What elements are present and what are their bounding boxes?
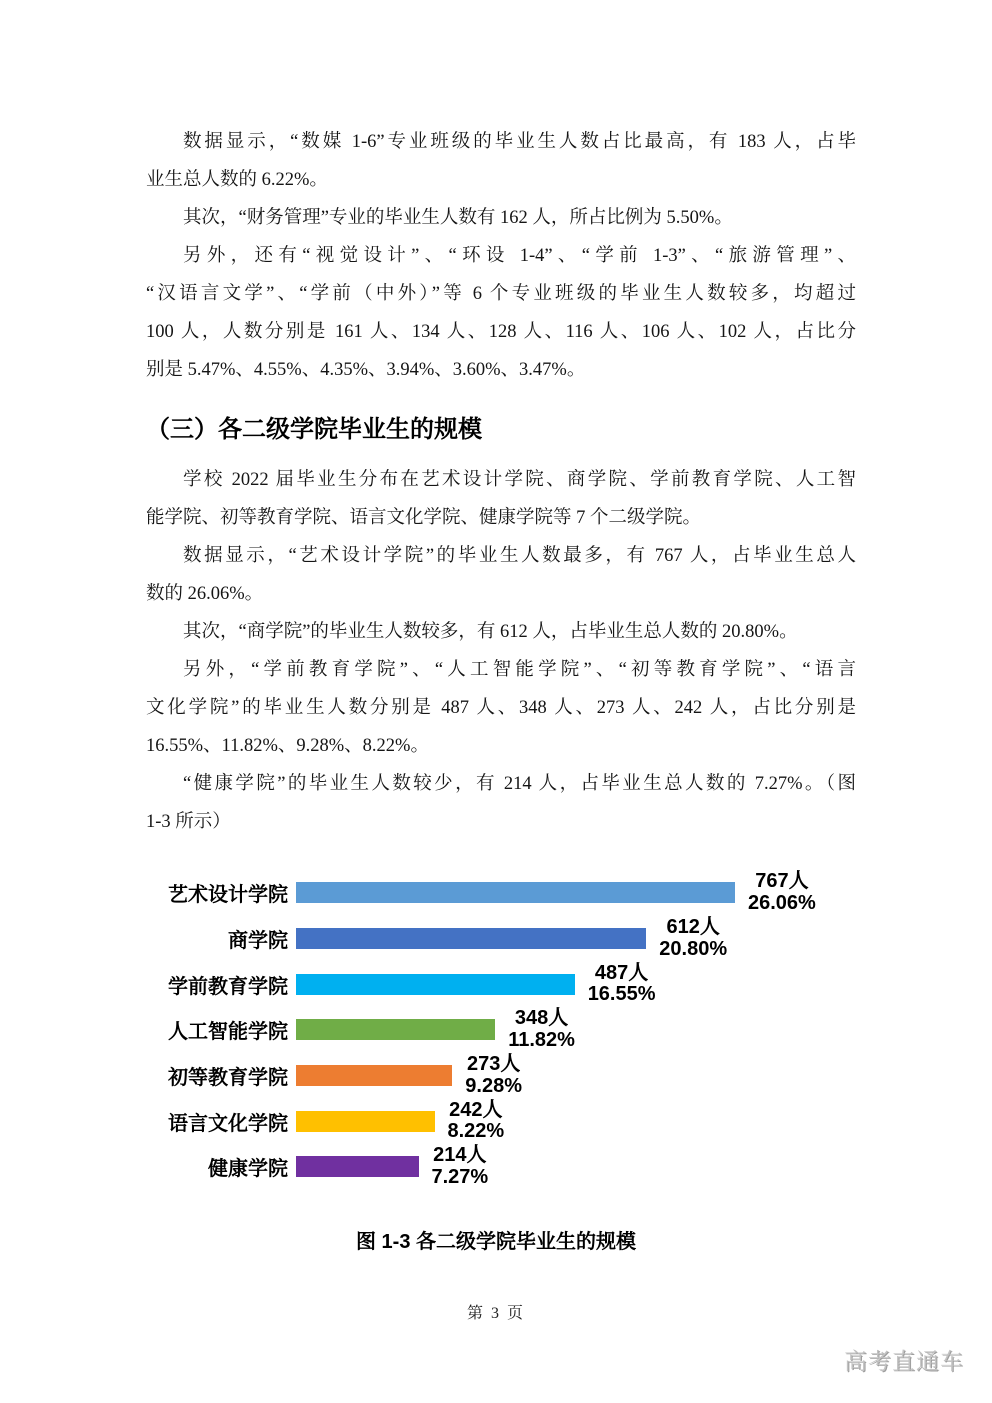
chart-category-label: 初等教育学院 [168,1067,288,1090]
chart-row [0,916,992,962]
chart-value-percent: 8.22% [447,1120,505,1143]
chart-bar [296,1065,452,1086]
chart-value-label [432,1145,489,1188]
chart-category-label: 健康学院 [208,1158,288,1181]
text-line: 另外，“学前教育学院”、“人工智能学院”、“初等教育学院”、“语言 [183,660,856,680]
chart-bar [296,1156,419,1177]
chart-value-percent: 7.27% [431,1165,489,1188]
chart-value-count: 273人 [466,1053,521,1076]
text-line: 能学院、初等教育学院、语言文化学院、健康学院等 7 个二级学院。 [146,508,702,528]
chart-bar [296,974,575,995]
chart-value-percent: 26.06% [748,891,816,914]
text-line: 数据显示，“数媒 1-6”专业班级的毕业生人数占比最高，有 183 人，占毕 [183,132,856,152]
chart-value-percent: 16.55% [587,983,656,1006]
watermark: 高考直通车 [844,1348,964,1374]
chart-bar [296,882,735,903]
text-line: 1-3 所示） [146,812,231,832]
chart-category-label: 人工智能学院 [168,1021,288,1044]
chart-value-count: 348人 [514,1007,569,1030]
chart-row [0,1144,992,1190]
text-line: 别是 5.47%、4.55%、4.35%、3.94%、3.60%、3.47%。 [146,360,586,380]
text-line: 业生总人数的 6.22%。 [146,170,328,190]
chart-row [0,1098,992,1144]
text-line: 数的 26.06%。 [146,584,264,604]
chart-row [0,1053,992,1099]
chart-value-label [659,917,727,960]
chart-value-percent: 20.80% [659,937,728,960]
text-line: 文化学院”的毕业生人数分别是 487 人、348 人、273 人、242 人，占比分别是 [146,698,856,718]
text-line: “健康学院”的毕业生人数较少，有 214 人，占毕业生总人数的 7.27%。（图 [183,774,856,794]
body-text [146,123,856,841]
text-line: 其次，“财务管理”专业的毕业生人数有 162 人，所占比例为 5.50%。 [183,208,733,228]
chart-value-label [465,1054,522,1097]
page-number: 第 3 页 [466,1305,525,1322]
chart-caption: 图 1-3 各二级学院毕业生的规模 [355,1231,637,1253]
chart-category-label: 学前教育学院 [168,975,288,998]
text-line: 其次，“商学院”的毕业生人数较多，有 612 人，占毕业生总人数的 20.80%。 [183,622,798,642]
text-line: 16.55%、11.82%、9.28%、8.22%。 [146,736,429,756]
chart-category-label: 语言文化学院 [168,1112,288,1135]
chart-value-label [508,1008,575,1051]
chart-value-label [588,963,656,1006]
chart-value-count: 242人 [449,1098,503,1121]
chart-value-count: 612人 [666,916,720,939]
text-line: 学校 2022 届毕业生分布在艺术设计学院、商学院、学前教育学院、人工智 [183,470,856,490]
chart-bar [296,1019,495,1040]
chart-value-count: 767人 [755,870,809,893]
bar-chart [0,870,992,1190]
text-line: 100 人，人数分别是 161 人、134 人、128 人、116 人、106 人、102 人，占比分 [146,322,856,342]
text-line: 数据显示，“艺术设计学院”的毕业生人数最多，有 767 人，占毕业生总人 [183,546,856,566]
chart-row [0,961,992,1007]
chart-row [0,1007,992,1053]
chart-category-label: 艺术设计学院 [168,884,288,907]
chart-category-label: 商学院 [228,930,288,953]
chart-value-count: 487人 [594,961,649,984]
text-line: 另外，还有“视觉设计”、“环设 1-4”、“学前 1-3”、“旅游管理”、 [183,246,856,266]
chart-value-percent: 11.82% [508,1028,575,1051]
chart-row [0,870,992,916]
chart-value-label [748,871,816,914]
text-line: “汉语言文学”、“学前（中外）”等 6 个专业班级的毕业生人数较多，均超过 [146,284,856,304]
chart-value-count: 214人 [433,1144,487,1167]
chart-value-percent: 9.28% [465,1074,523,1097]
chart-bar [296,1111,435,1132]
chart-bar [296,928,646,949]
chart-value-label [448,1100,505,1143]
section-heading: （三）各二级学院毕业生的规模 [146,416,482,443]
